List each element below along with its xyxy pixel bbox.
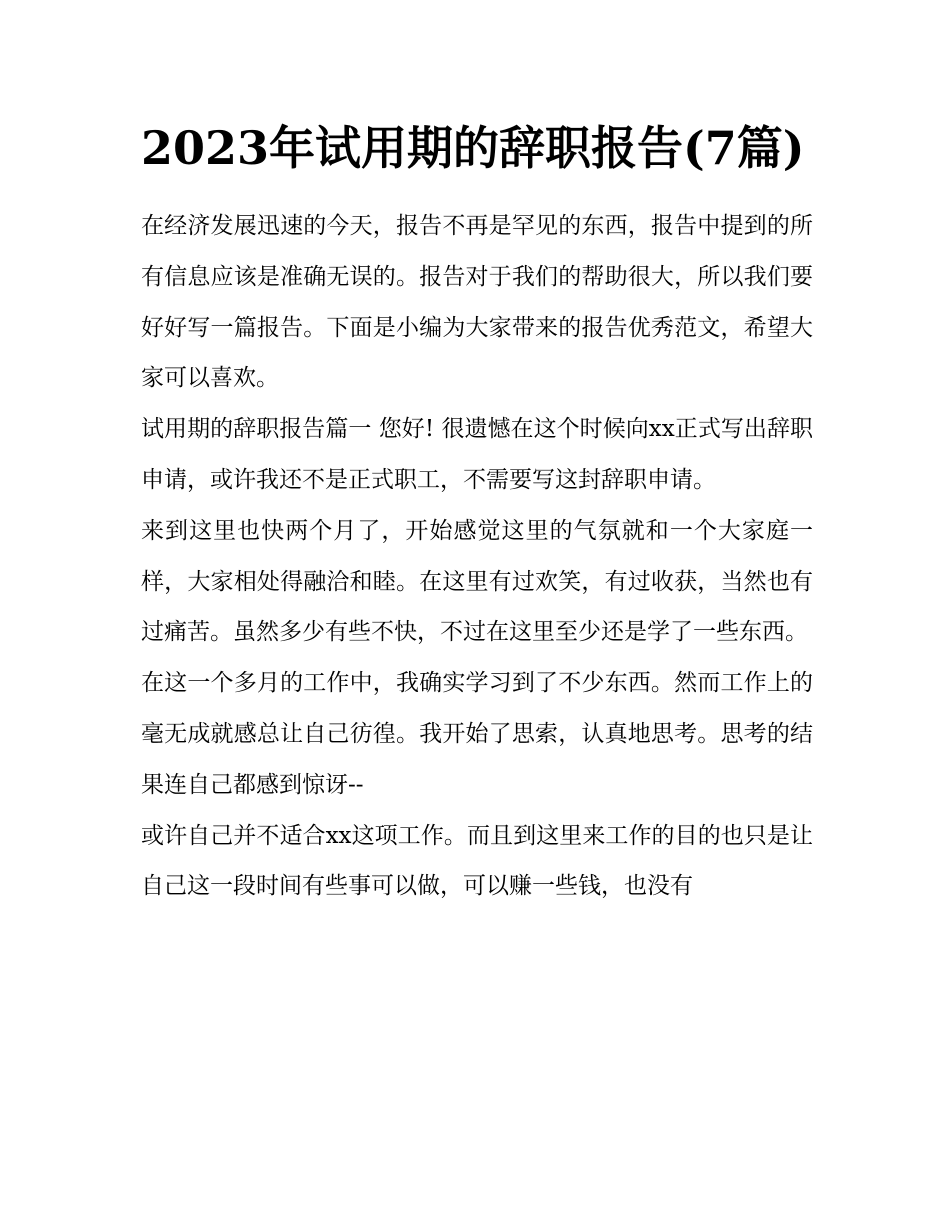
paragraph-letter-opening: 试用期的辞职报告篇一 您好! 很遗憾在这个时候向xx正式写出辞职申请，或许我还不是正式职工，不需要写这封辞职申请。 xyxy=(141,416,813,493)
document-body xyxy=(141,110,813,912)
paragraph-intro: 在经济发展迅速的今天，报告不再是罕见的东西，报告中提到的所有信息应该是准确无误的。报告对于我们的帮助很大，所以我们要好好写一篇报告。下面是小编为大家带来的报告优秀范文，希望大家可以喜欢。 xyxy=(141,213,813,392)
paragraph-not-suitable: 或许自己并不适合xx这项工作。而且到这里来工作的目的也只是让自己这一段时间有些事可以做，可以赚一些钱，也没有 xyxy=(141,822,813,900)
paragraph-reflection: 在这一个多月的工作中，我确实学习到了不少东西。然而工作上的毫无成就感总让自己彷徨。我开始了思索，认真地思考。思考的结果连自己都感到惊讶-- xyxy=(141,670,813,798)
paragraph-two-months: 来到这里也快两个月了，开始感觉这里的气氛就和一个大家庭一样，大家相处得融洽和睦。在这里有过欢笑，有过收获，当然也有过痛苦。虽然多少有些不快，不过在这里至少还是学了一些东西。 xyxy=(141,517,813,646)
document-title: 2023年试用期的辞职报告(7篇) xyxy=(141,121,805,175)
